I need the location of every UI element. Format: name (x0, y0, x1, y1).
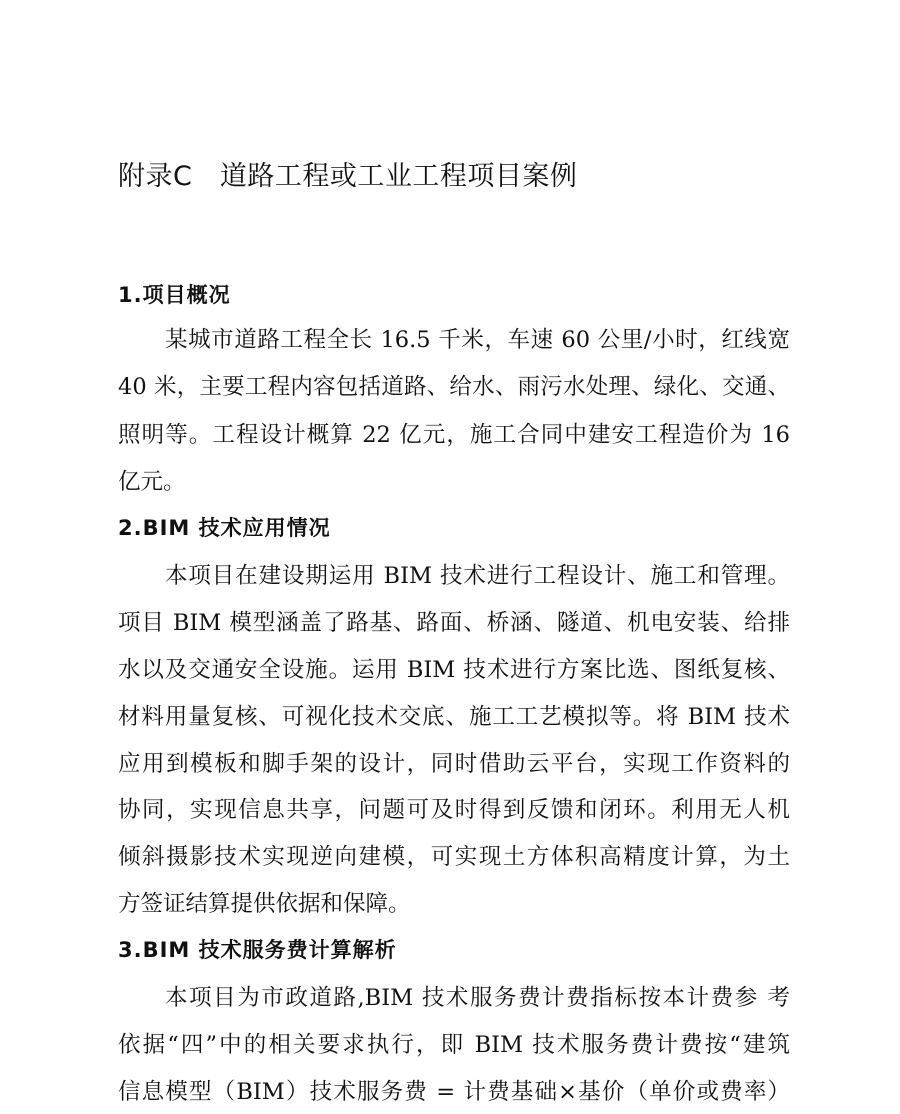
paragraph-line: 材料用量复核、可视化技术交底、施工工艺模拟等。将 BIM 技术 (118, 704, 790, 730)
paragraph-line: 方签证结算提供依据和保障。 (118, 891, 411, 917)
paragraph-line: 亿元。 (118, 469, 186, 495)
paragraph-line: 信息模型（BIM）技术服务费 = 计费基础×基价（单价或费率） (118, 1079, 790, 1105)
section-heading-overview: 1.项目概况 (118, 283, 231, 307)
appendix-title: 附录C 道路工程或工业工程项目案例 (118, 161, 578, 192)
paragraph-line: 40 米，主要工程内容包括道路、给水、雨污水处理、绿化、交通、 (118, 374, 790, 400)
paragraph-line: 照明等。工程设计概算 22 亿元，施工合同中建安工程造价为 16 (118, 422, 790, 448)
paragraph-line: 协同，实现信息共享，问题可及时得到反馈和闭环。利用无人机 (118, 797, 790, 823)
paragraph-line: 倾斜摄影技术实现逆向建模，可实现土方体积高精度计算，为土 (118, 844, 790, 870)
paragraph-line: 本项目为市政道路,BIM 技术服务费计费指标按本计费参 考 (165, 985, 790, 1011)
paragraph-line: 应用到模板和脚手架的设计，同时借助云平台，实现工作资料的 (118, 751, 790, 777)
paragraph-line: 项目 BIM 模型涵盖了路基、路面、桥涵、隧道、机电安装、给排 (118, 610, 790, 636)
section-heading-bim-fee-analysis: 3.BIM 技术服务费计算解析 (118, 938, 397, 962)
paragraph-line: 本项目在建设期运用 BIM 技术进行工程设计、施工和管理。 (165, 563, 790, 589)
section-heading-bim-application: 2.BIM 技术应用情况 (118, 516, 331, 540)
paragraph-line: 水以及交通安全设施。运用 BIM 技术进行方案比选、图纸复核、 (118, 657, 790, 683)
paragraph-line: 依据“四”中的相关要求执行，即 BIM 技术服务费计费按“建筑 (118, 1032, 790, 1058)
paragraph-line: 某城市道路工程全长 16.5 千米，车速 60 公里/小时，红线宽 (165, 327, 790, 353)
